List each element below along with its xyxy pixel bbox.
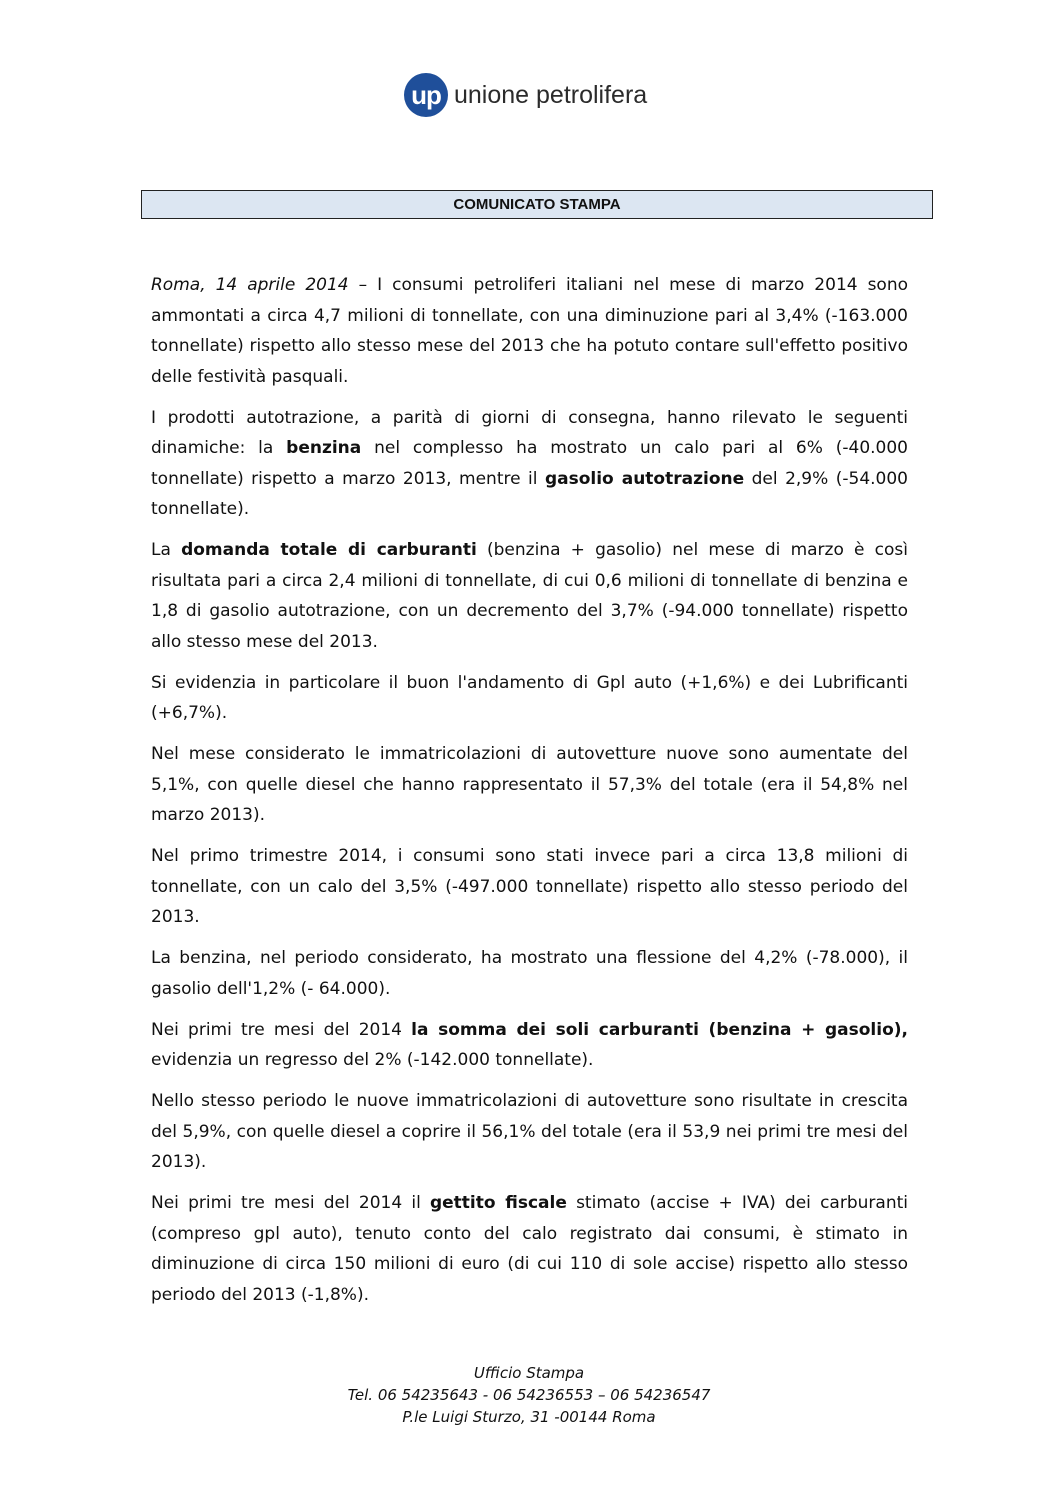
paragraph-1: Roma, 14 aprile 2014 – I consumi petroliferi italiani nel mese di marzo 2014 sono ammontati a circa 4,7 milioni di tonnellate, con una diminuzione pari al 3,4% (-163.000 tonnellate) rispetto allo stesso mese del 2013 che ha potuto contare sull'effetto positivo delle festività pasquali.	[151, 275, 909, 387]
footer-office: Ufficio Stampa	[473, 1364, 585, 1382]
paragraph-2: I prodotti autotrazione, a parità di giorni di consegna, hanno rilevato le seguenti dinamiche: la benzina nel complesso ha mostrato un calo pari al 6% (-40.000 tonnellate) rispetto a marzo 2013, mentre il gasolio autotrazione del 2,9% (-54.000 tonnellate).	[151, 407, 909, 519]
press-release-banner	[141, 190, 933, 219]
footer-phones: Tel. 06 54235643 - 06 54236553 – 06 54236547	[347, 1386, 711, 1404]
logo-name: unione petrolifera	[454, 80, 648, 109]
paragraph-5: Nel mese considerato le immatricolazioni di autovetture nuove sono aumentate del 5,1%, con quelle diesel che hanno rappresentato il 57,3% del totale (era il 54,8% nel marzo 2013).	[151, 744, 908, 825]
paragraph-8: Nei primi tre mesi del 2014 la somma dei soli carburanti (benzina + gasolio), evidenzia un regresso del 2% (-142.000 tonnellate).	[151, 1019, 908, 1070]
logo-mark: up	[404, 73, 448, 117]
paragraph-3: La domanda totale di carburanti (benzina + gasolio) nel mese di marzo è così risultata pari a circa 2,4 milioni di tonnellate, di cui 0,6 milioni di tonnellate di benzina e 1,8 di gasolio autotrazione, con un decremento del 3,7% (-94.000 tonnellate) rispetto allo stesso mese del 2013.	[151, 540, 909, 652]
logo	[404, 72, 647, 118]
paragraph-10: Nei primi tre mesi del 2014 il gettito fiscale stimato (accise + IVA) dei carburanti (compreso gpl auto), tenuto conto del calo registrato dai consumi, è stimato in diminuzione di circa 150 milioni di euro (di cui 110 di sole accise) rispetto allo stesso periodo del 2013 (-1,8%).	[151, 1193, 908, 1305]
paragraph-7: La benzina, nel periodo considerato, ha mostrato una flessione del 4,2% (-78.000), il gasolio dell'1,2% (- 64.000).	[151, 948, 908, 999]
paragraph-9: Nello stesso periodo le nuove immatricolazioni di autovetture sono risultate in crescita del 5,9%, con quelle diesel a coprire il 56,1% del totale (era il 53,9 nei primi tre mesi del 2013).	[151, 1091, 908, 1172]
paragraph-4: Si evidenzia in particolare il buon l'andamento di Gpl auto (+1,6%) e dei Lubrificanti (+6,7%).	[151, 672, 908, 723]
footer-address: P.le Luigi Sturzo, 31 -00144 Roma	[402, 1408, 656, 1426]
footer	[0, 1362, 1058, 1428]
dateline: Roma, 14 aprile 2014	[151, 275, 349, 295]
document-body	[151, 270, 908, 1321]
paragraph-6: Nel primo trimestre 2014, i consumi sono stati invece pari a circa 13,8 milioni di tonnellate, con un calo del 3,5% (-497.000 tonnellate) rispetto allo stesso periodo del 2013.	[151, 846, 908, 927]
banner-title: COMUNICATO STAMPA	[453, 196, 621, 213]
